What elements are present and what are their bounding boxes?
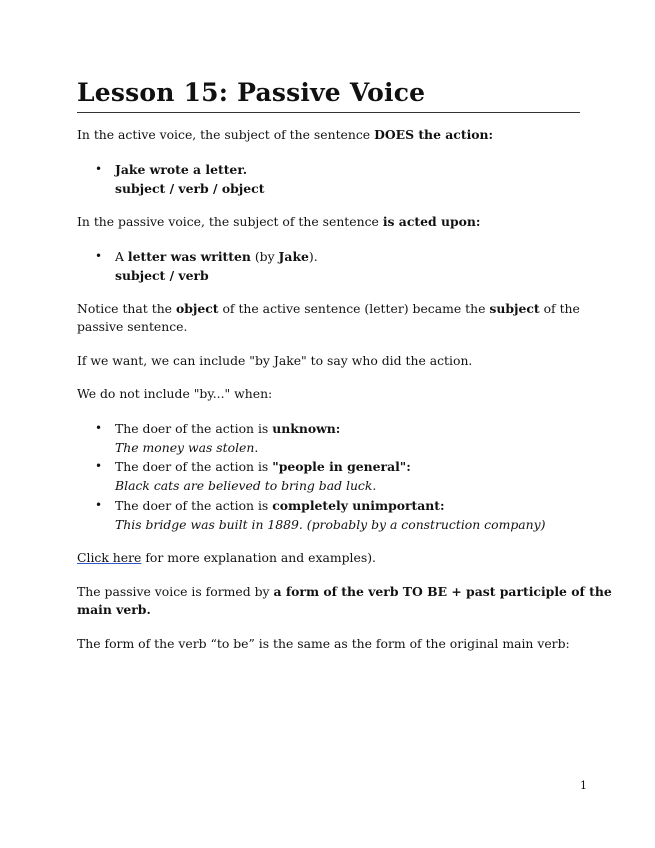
bullet-icon: • [95, 498, 103, 512]
passive-voice-intro: In the passive voice, the subject of the sentence is acted upon: [77, 214, 481, 229]
page-title: Lesson 15: Passive Voice [77, 78, 426, 107]
bullet-icon: • [95, 162, 103, 176]
title-divider [77, 112, 580, 113]
case-example: The money was stolen. [115, 440, 259, 455]
document-page: Lesson 15: Passive Voice In the active voice, the subject of the sentence DOES the action: • Jake wrote a letter. subject / verb / object In the passive voice, the subject of the sentence is acted upon: • A letter was written (by Jake). subject / verb Notice that the object of the active sentence (letter) became the subject of the passive sentence. If we want, we can include "by Jake" to say who did the action. We do not include "by..." when: • The doer of the action is unknown: The money was stolen. • The doer of the action is "people in general": Black cats are believed to bring bad luck. • The doer of the action is completely unimportant: This bridge was built in 1889. (probably by a construction company) Click here for more explanation and examples). The passive voice is formed by a form of the verb TO BE + past participle of the main verb. The form of the verb “to be” is the same as the form of the original main verb: [77, 78, 612, 651]
bullet-icon: • [95, 421, 103, 435]
passive-example-sentence: A letter was written (by Jake). [115, 249, 318, 264]
verb-form-paragraph: The form of the verb “to be” is the same as the form of the original main verb: [77, 636, 570, 651]
case-example: Black cats are believed to bring bad luck. [115, 478, 377, 493]
not-include-paragraph: We do not include "by..." when: [77, 386, 273, 401]
active-example-parts: subject / verb / object [115, 181, 265, 196]
active-example-sentence: Jake wrote a letter. [115, 162, 248, 177]
click-here-paragraph: Click here for more explanation and examples). [77, 550, 376, 565]
page-number: 1 [580, 779, 587, 792]
bullet-icon: • [95, 459, 103, 473]
bullet-icon: • [95, 249, 103, 263]
formed-by-paragraph: The passive voice is formed by a form of the verb TO BE + past participle of the main verb. [77, 584, 612, 617]
passive-example-parts: subject / verb [115, 268, 209, 283]
active-voice-intro: In the active voice, the subject of the sentence DOES the action: [77, 127, 494, 142]
case-example: This bridge was built in 1889. (probably by a construction company) [115, 517, 546, 532]
notice-paragraph: Notice that the object of the active sentence (letter) became the subject of the passive sentence. [77, 301, 580, 334]
include-by-paragraph: If we want, we can include "by Jake" to say who did the action. [77, 353, 473, 368]
click-here-link[interactable]: Click here [77, 550, 142, 565]
